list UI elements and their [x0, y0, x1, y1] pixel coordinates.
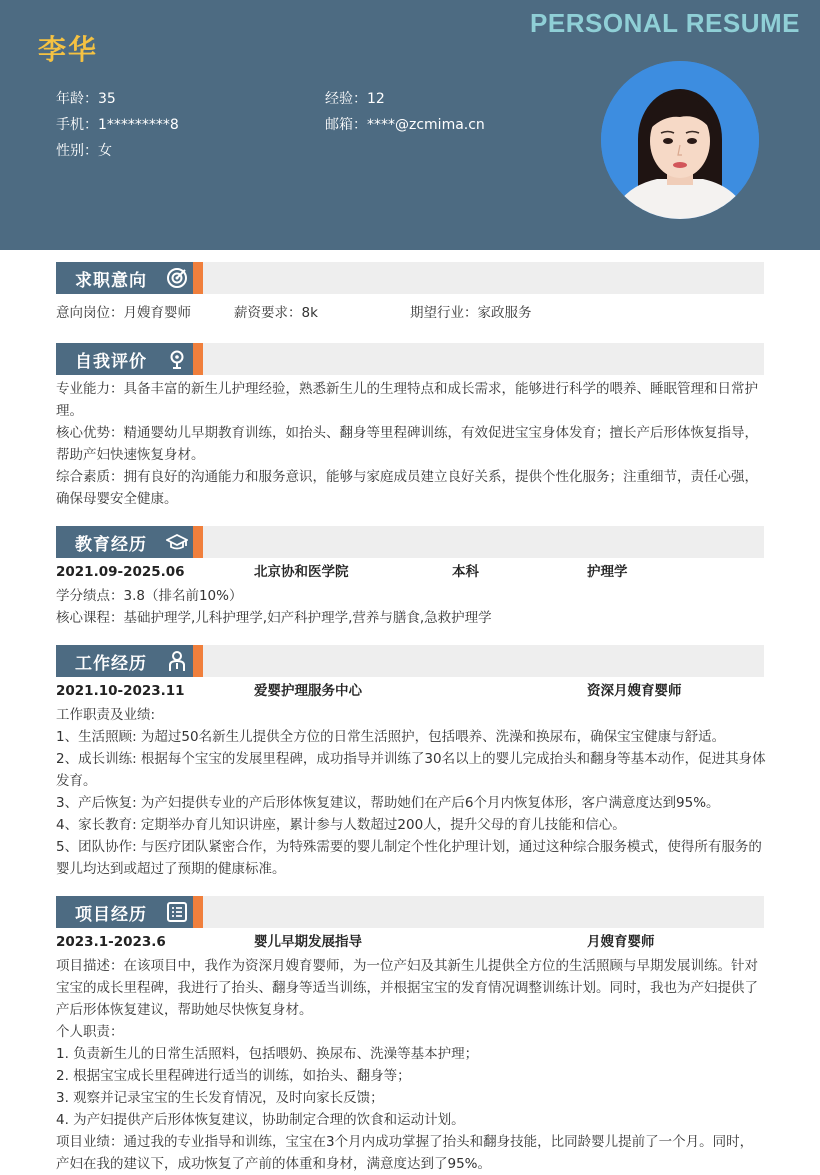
project-role: 月嫂育婴师 — [587, 934, 655, 950]
phone-field: 手机：1*********8 — [56, 117, 179, 133]
project-name: 婴儿早期发展指导 — [254, 934, 362, 950]
profile-photo — [601, 61, 759, 219]
project-duty-1: 1. 负责新生儿的日常生活照料，包括喂奶、换尿布、洗澡等基本护理； — [56, 1046, 479, 1062]
project-duty-2: 2. 根据宝宝成长里程碑进行适当的训练，如抬头、翻身等； — [56, 1068, 411, 1084]
section-intention — [56, 262, 764, 294]
section-work — [56, 645, 764, 677]
medal-icon — [166, 348, 188, 370]
target-icon — [166, 267, 188, 289]
experience-field: 经验：12 — [325, 91, 385, 107]
intention-position: 意向岗位：月嫂育婴师 — [56, 305, 191, 321]
education-major: 护理学 — [587, 564, 628, 580]
intention-industry: 期望行业：家政服务 — [410, 305, 532, 321]
work-company: 爱婴护理服务中心 — [254, 683, 362, 699]
section-education — [56, 526, 764, 558]
education-period: 2021.09-2025.06 — [56, 564, 185, 580]
project-duty-4: 4. 为产妇提供产后形体恢复建议，协助制定合理的饮食和运动计划。 — [56, 1112, 465, 1128]
gender-field: 性别：女 — [56, 143, 112, 159]
education-school: 北京协和医学院 — [254, 564, 349, 580]
project-description: 项目描述：在该项目中，我作为资深月嫂育婴师，为一位产妇及其新生儿提供全方位的生活照顾与早期发展训练。针对宝宝的成长里程碑，我进行了抬头、翻身等适当训练，并根据宝宝的发育情况调整训练计划。同时，我也为产妇提供了产后形体恢复建议，帮助她尽快恢复身材。 — [56, 958, 758, 1018]
section-title-work: 工作经历 — [75, 654, 147, 674]
section-project — [56, 896, 764, 928]
project-period: 2023.1-2023.6 — [56, 934, 166, 950]
candidate-name: 李华 — [38, 33, 99, 66]
section-self — [56, 343, 764, 375]
resume-title: PERSONAL RESUME — [530, 8, 800, 38]
section-title-intention: 求职意向 — [75, 271, 147, 291]
work-duty-2: 2、成长训练: 根据每个宝宝的发展里程碑，成功指导并训练了30名以上的婴儿完成抬头和翻身等基本动作，促进其身体发育。 — [56, 751, 766, 789]
section-title-education: 教育经历 — [75, 535, 147, 555]
project-result: 项目业绩：通过我的专业指导和训练，宝宝在3个月内成功掌握了抬头和翻身技能，比同龄婴儿提前了一个月。同时，产妇在我的建议下，成功恢复了产前的体重和身材，满意度达到了95%。 — [56, 1134, 754, 1172]
self-p2: 核心优势：精通婴幼儿早期教育训练，如抬头、翻身等里程碑训练，有效促进宝宝身体发育；擅长产后形体恢复指导，帮助产妇快速恢复身材。 — [56, 425, 758, 463]
list-icon — [166, 901, 188, 923]
worker-icon — [166, 650, 188, 672]
education-degree: 本科 — [452, 564, 479, 580]
graduation-cap-icon — [166, 531, 188, 553]
work-period: 2021.10-2023.11 — [56, 683, 185, 699]
email-field: 邮箱：****@zcmima.cn — [325, 117, 485, 133]
work-duty-4: 4、家长教育: 定期举办育儿知识讲座，累计参与人数超过200人，提升父母的育儿技能和信心。 — [56, 817, 626, 833]
project-duty-3: 3. 观察并记录宝宝的生长发育情况，及时向家长反馈； — [56, 1090, 384, 1106]
work-role: 资深月嫂育婴师 — [587, 683, 682, 699]
education-gpa: 学分绩点：3.8（排名前10%） — [56, 588, 243, 604]
section-title-self: 自我评价 — [75, 352, 147, 372]
work-duty-5: 5、团队协作: 与医疗团队紧密合作，为特殊需要的婴儿制定个性化护理计划，通过这种综合服务模式，使得所有服务的婴儿均达到或超过了预期的健康标准。 — [56, 839, 762, 877]
project-duty-title: 个人职责： — [56, 1024, 124, 1040]
self-p3: 综合素质：拥有良好的沟通能力和服务意识，能够与家庭成员建立良好关系，提供个性化服务；注重细节，责任心强，确保母婴安全健康。 — [56, 469, 758, 507]
education-courses: 核心课程：基础护理学,儿科护理学,妇产科护理学,营养与膳食,急救护理学 — [56, 610, 492, 626]
work-intro: 工作职责及业绩: — [56, 707, 156, 723]
resume-header — [0, 0, 820, 250]
work-duty-1: 1、生活照顾: 为超过50名新生儿提供全方位的日常生活照护，包括喂养、洗澡和换尿布，确保宝宝健康与舒适。 — [56, 729, 726, 745]
section-title-project: 项目经历 — [75, 905, 147, 925]
work-duty-3: 3、产后恢复: 为产妇提供专业的产后形体恢复建议，帮助她们在产后6个月内恢复体形，客户满意度达到95%。 — [56, 795, 720, 811]
self-p1: 专业能力：具备丰富的新生儿护理经验，熟悉新生儿的生理特点和成长需求，能够进行科学的喂养、睡眠管理和日常护理。 — [56, 381, 758, 419]
intention-salary: 薪资要求：8k — [234, 305, 318, 321]
age-field: 年龄：35 — [56, 91, 116, 107]
